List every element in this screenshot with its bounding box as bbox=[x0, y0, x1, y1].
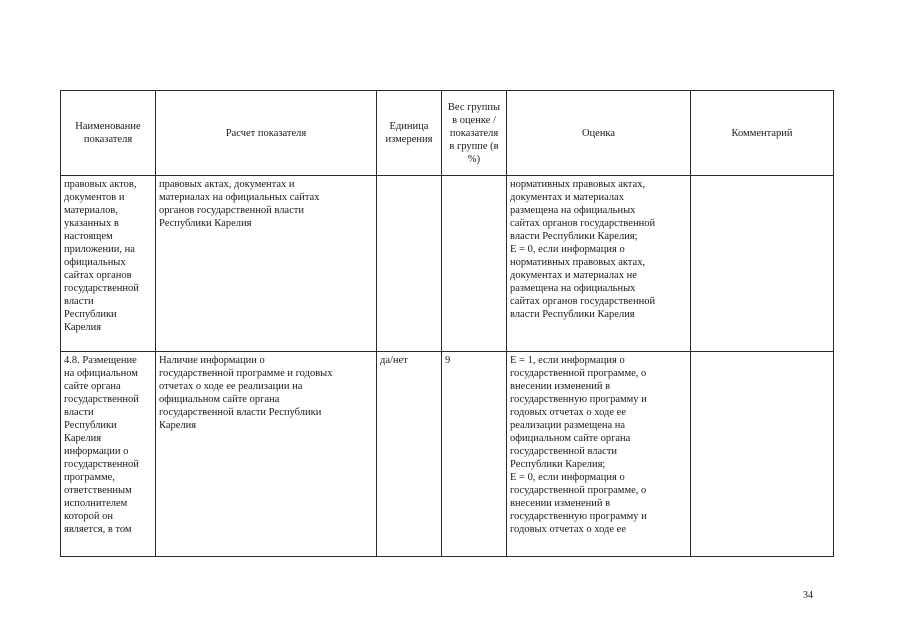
cell-comment bbox=[691, 176, 834, 352]
header-unit: Единица измерения bbox=[377, 91, 442, 176]
cell-weight: 9 bbox=[442, 352, 507, 557]
cell-indicator-name: 4.8. Размещение на официальном сайте органа государственной власти Республики Карелия информации о государственной программе, ответственным исполнителем которой он является, в том bbox=[61, 352, 156, 557]
table-row bbox=[61, 352, 834, 557]
header-calculation: Расчет показателя bbox=[156, 91, 377, 176]
cell-score: E = 1, если информация о государственной программе, о внесении изменений в государственную программу и годовых отчетах о ходе ее реализации размещена на официальном сайте органа государственной власти Республики Карелия; E = 0, если информация о государственной программе, о внесении изменений в государственную программу и годовых отчетах о ходе ее bbox=[507, 352, 691, 557]
header-indicator-name: Наименование показателя bbox=[61, 91, 156, 176]
cell-comment bbox=[691, 352, 834, 557]
cell-unit bbox=[377, 176, 442, 352]
cell-indicator-name: правовых актов, документов и материалов, указанных в настоящем приложении, на официальных сайтах органов государственной власти Республики Карелия bbox=[61, 176, 156, 352]
page-number: 34 bbox=[803, 590, 813, 601]
header-comment: Комментарий bbox=[691, 91, 834, 176]
cell-score: нормативных правовых актах, документах и материалах размещена на официальных сайтах органов государственной власти Республики Карелия; E = 0, если информация о нормативных правовых актах, документах и материалах не размещена на официальных сайтах органов государственной власти Республики Карелия bbox=[507, 176, 691, 352]
cell-calculation: правовых актах, документах и материалах на официальных сайтах органов государственной власти Республики Карелия bbox=[156, 176, 377, 352]
cell-weight bbox=[442, 176, 507, 352]
header-weight: Вес группы в оценке / показателя в группе (в %) bbox=[442, 91, 507, 176]
table-row bbox=[61, 176, 834, 352]
cell-unit: да/нет bbox=[377, 352, 442, 557]
header-score: Оценка bbox=[507, 91, 691, 176]
indicators-table bbox=[60, 90, 834, 557]
cell-calculation: Наличие информации о государственной программе и годовых отчетах о ходе ее реализации на официальном сайте органа государственной власти Республики Карелия bbox=[156, 352, 377, 557]
table-header-row bbox=[61, 91, 834, 176]
